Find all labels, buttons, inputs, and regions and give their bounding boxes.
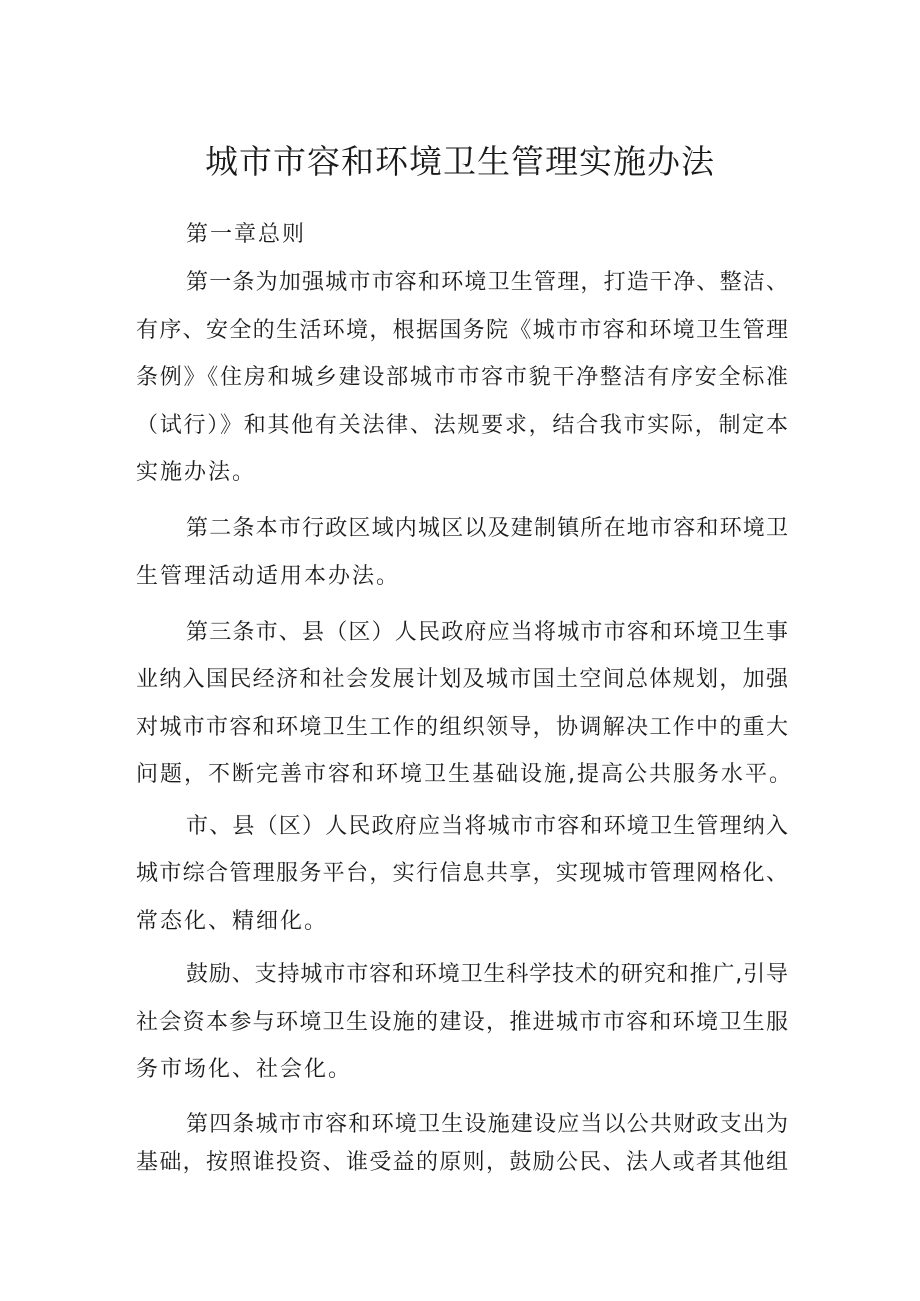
paragraph-line: 有序、安全的生活环境，根据国务院《城市市容和环境卫生管理: [136, 318, 788, 343]
paragraph-line: 第三条市、县（区）人民政府应当将城市市容和环境卫生事: [186, 620, 788, 645]
document-title: 城市市容和环境卫生管理实施办法: [205, 142, 715, 181]
paragraph-line: 鼓励、支持城市市容和环境卫生科学技术的研究和推广,引导: [186, 962, 788, 987]
paragraph-line: 条例》《住房和城乡建设部城市市容市貌干净整洁有序安全标准: [136, 365, 788, 390]
paragraph-line: 市、县（区）人民政府应当将城市市容和环境卫生管理纳入: [186, 814, 788, 839]
paragraph-line: 第四条城市市容和环境卫生设施建设应当以公共财政支出为: [186, 1112, 788, 1137]
chapter-heading: 第一章总则: [186, 222, 307, 247]
paragraph-line: （试行）》和其他有关法律、法规要求，结合我市实际，制定本: [136, 413, 788, 438]
paragraph-line: 城市综合管理服务平台，实行信息共享，实现城市管理网格化、: [136, 861, 788, 886]
paragraph-line: 务市场化、社会化。: [136, 1057, 353, 1082]
paragraph-line: 常态化、精细化。: [136, 909, 329, 934]
paragraph-line: 业纳入国民经济和社会发展计划及城市国土空间总体规划，加强: [136, 667, 788, 692]
paragraph-line: 问题，不断完善市容和环境卫生基础设施,提高公共服务水平。: [136, 762, 793, 787]
paragraph-line: 对城市市容和环境卫生工作的组织领导，协调解决工作中的重大: [136, 715, 788, 740]
paragraph-line: 实施办法。: [136, 460, 257, 485]
paragraph-line: 第一条为加强城市市容和环境卫生管理，打造干净、整洁、: [186, 270, 788, 295]
paragraph-line: 第二条本市行政区域内城区以及建制镇所在地市容和环境卫: [186, 516, 788, 541]
paragraph-line: 生管理活动适用本办法。: [136, 564, 401, 589]
paragraph-line: 基础，按照谁投资、谁受益的原则，鼓励公民、法人或者其他组: [136, 1150, 788, 1175]
paragraph-line: 社会资本参与环境卫生设施的建设，推进城市市容和环境卫生服: [136, 1010, 788, 1035]
